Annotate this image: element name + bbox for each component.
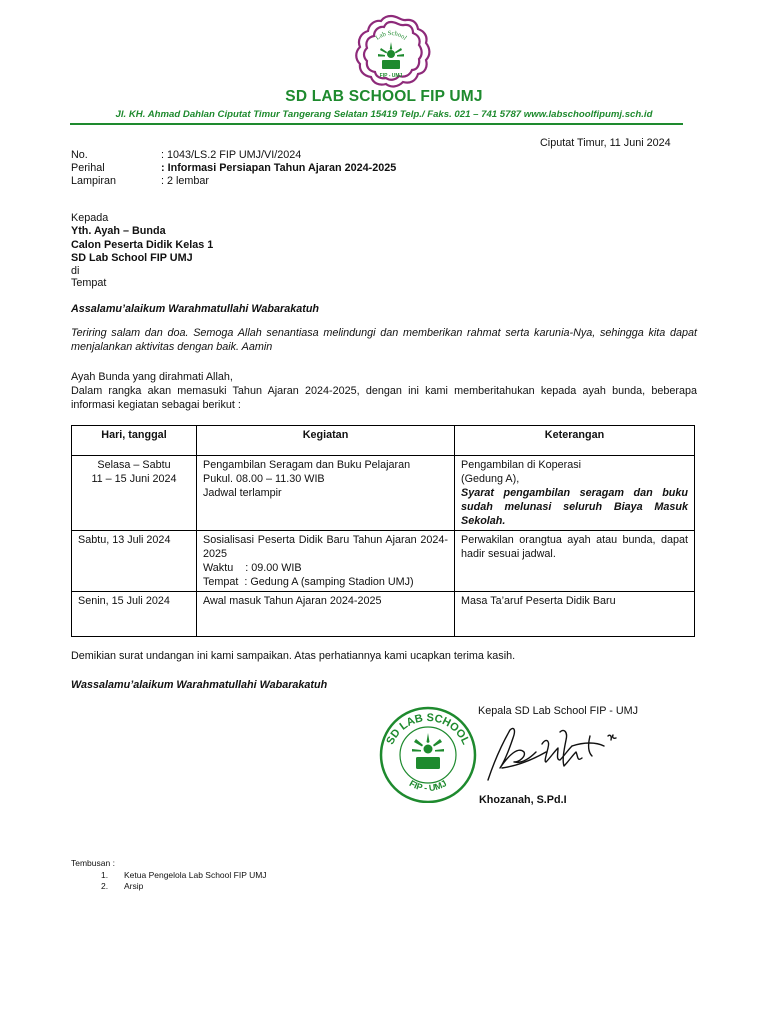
cc-item-number: 1. — [101, 870, 109, 880]
meta-label-lampiran: Lampiran — [71, 175, 117, 187]
table-cell-activity — [197, 456, 455, 531]
activity-line: Pengambilan Seragam dan Buku Pelajaran — [203, 459, 411, 471]
schedule-table — [71, 425, 695, 637]
activity-line: Waktu : 09.00 WIB — [203, 562, 302, 574]
date-line: 11 – 15 Juni 2024 — [91, 473, 177, 485]
cc-label: Tembusan : — [71, 858, 115, 868]
table-cell-note: Masa Ta’aruf Peserta Didik Baru — [455, 592, 695, 637]
table-cell-date: Senin, 15 Juli 2024 — [72, 592, 197, 637]
note-requirement: Syarat pengambilan seragam dan buku sudah melunasi seluruh Biaya Masuk Sekolah. — [461, 487, 688, 527]
stamp-bottom-text: FIP - UMJ — [407, 778, 449, 794]
table-row — [72, 592, 695, 637]
table-header: Hari, tanggal — [72, 426, 197, 456]
note-line: (Gedung A), — [461, 473, 520, 485]
meta-value-no: : 1043/LS.2 FIP UMJ/VI/2024 — [161, 149, 302, 161]
cc-item-number: 2. — [101, 881, 109, 891]
meta-label-no: No. — [71, 149, 88, 161]
letter-date: Ciputat Timur, 11 Juni 2024 — [540, 137, 671, 149]
school-address: Jl. KH. Ahmad Dahlan Ciputat Timur Tangerang Selatan 15419 Telp./ Faks. 021 – 741 5787 www.labschoolfipumj.sch.id — [115, 109, 653, 120]
signatory-title: Kepala SD Lab School FIP - UMJ — [478, 705, 639, 717]
table-cell-activity: Awal masuk Tahun Ajaran 2024-2025 — [197, 592, 455, 637]
activity-line: Pukul. 08.00 – 11.30 WIB — [203, 473, 325, 485]
cc-item: Ketua Pengelola Lab School FIP UMJ — [124, 870, 267, 880]
closing-sentence: Demikian surat undangan ini kami sampaikan. Atas perhatiannya kami ucapkan terima kasih. — [71, 650, 516, 662]
table-header: Keterangan — [455, 426, 695, 456]
recipient-line2: Calon Peserta Didik Kelas 1 — [71, 239, 214, 251]
handwritten-signature — [480, 722, 630, 784]
recipient-line1: Yth. Ayah – Bunda — [71, 225, 166, 237]
prayer-paragraph: Teriring salam dan doa. Semoga Allah senantiasa melindungi dan memberikan rahmat serta karunia-Nya, sehingga kita dapat menjalankan aktivitas dengan baik. Aamin — [71, 327, 697, 353]
meta-value-perihal: : Informasi Persiapan Tahun Ajaran 2024-2025 — [161, 162, 397, 174]
meta-value-lampiran: : 2 lembar — [161, 175, 210, 187]
table-row — [72, 456, 695, 531]
table-cell-date: Sabtu, 13 Juli 2024 — [72, 531, 197, 592]
cc-item: Arsip — [124, 881, 144, 891]
date-line: Selasa – Sabtu — [97, 459, 171, 471]
activity-line: Tempat : Gedung A (samping Stadion UMJ) — [203, 576, 414, 588]
recipient-kepada: Kepada — [71, 212, 109, 224]
letterhead-divider — [70, 123, 683, 125]
opening-salutation: Assalamu’alaikum Warahmatullahi Wabarakatuh — [71, 303, 320, 315]
school-name: SD LAB SCHOOL FIP UMJ — [285, 88, 483, 105]
table-cell-activity — [197, 531, 455, 592]
school-logo — [346, 12, 436, 92]
table-cell-date — [72, 456, 197, 531]
svg-text:FIP - UMJ: FIP - UMJ — [379, 73, 403, 79]
greeting: Ayah Bunda yang dirahmati Allah, — [71, 371, 233, 383]
recipient-line3: SD Lab School FIP UMJ — [71, 252, 193, 264]
table-cell-note: Perwakilan orangtua ayah atau bunda, dapat hadir sesuai jadwal. — [455, 531, 695, 592]
closing-salutation: Wassalamu’alaikum Warahmatullahi Wabarakatuh — [71, 679, 328, 691]
activity-line: Jadwal terlampir — [203, 487, 282, 499]
meta-label-perihal: Perihal — [71, 162, 105, 174]
school-stamp — [372, 703, 484, 803]
table-row — [72, 531, 695, 592]
table-header-row — [72, 426, 695, 456]
logo-arc-text: Lab School — [374, 29, 408, 42]
recipient-line4: di — [71, 265, 80, 277]
intro-paragraph: Dalam rangka akan memasuki Tahun Ajaran 2024-2025, dengan ini kami memberitahukan kepada ayah bunda, beberapa informasi kegiatan sebagai berikut : — [71, 385, 697, 411]
table-header: Kegiatan — [197, 426, 455, 456]
activity-line: Sosialisasi Peserta Didik Baru Tahun Ajaran 2024-2025 — [203, 534, 448, 560]
stamp-top-text: SD LAB SCHOOL — [384, 711, 472, 747]
note-line: Pengambilan di Koperasi — [461, 459, 582, 471]
recipient-line5: Tempat — [71, 277, 107, 289]
table-cell-note — [455, 456, 695, 531]
signatory-name: Khozanah, S.Pd.I — [479, 794, 567, 806]
